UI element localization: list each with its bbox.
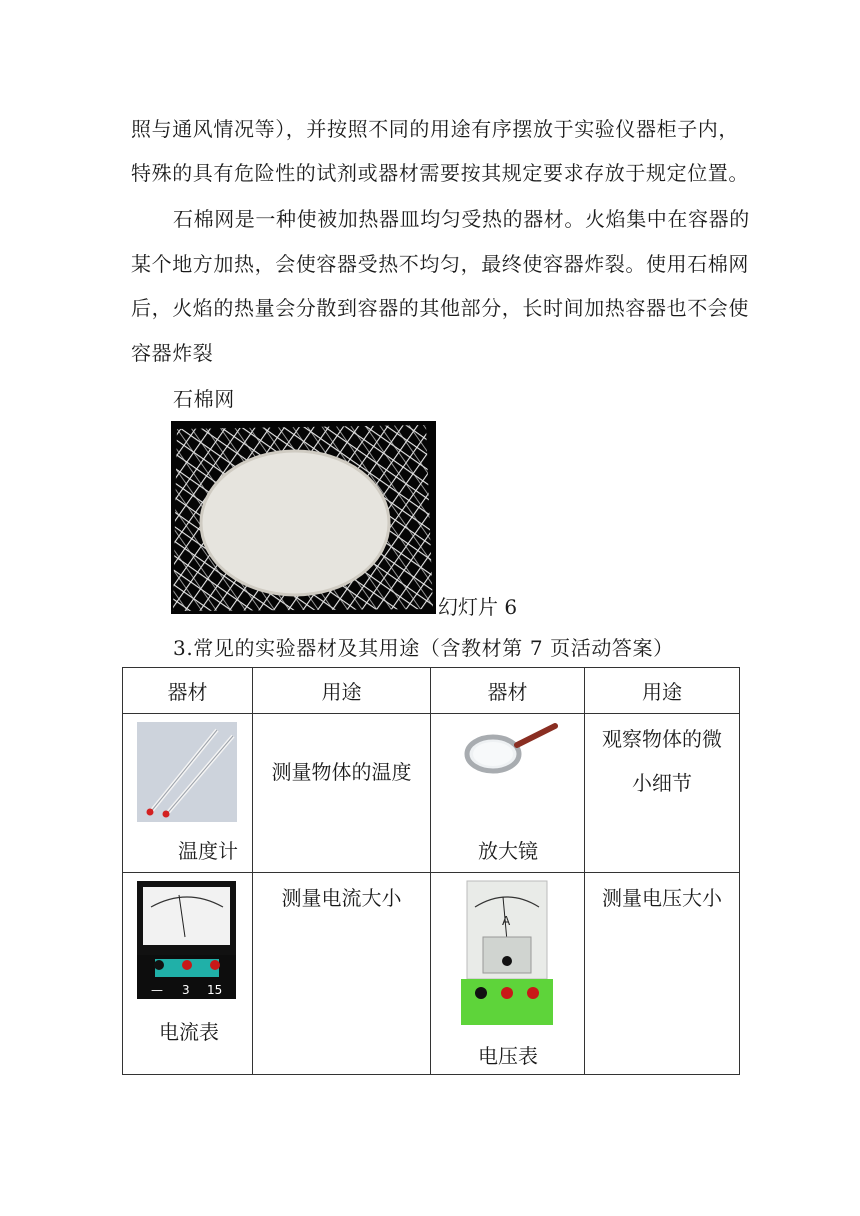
- cell-magnifier: [431, 714, 585, 873]
- magnifier-use-line1: 观察物体的微: [602, 727, 722, 751]
- paragraph1-line2: 特殊的具有危险性的试剂或器材需要按其规定要求存放于规定位置。: [131, 161, 749, 185]
- magnifier-label: 放大镜: [478, 839, 538, 863]
- header-use-2: 用途: [585, 668, 740, 714]
- cell-ammeter: [123, 873, 253, 1075]
- magnifier-photo: [463, 720, 559, 778]
- header-equipment-2: 器材: [431, 668, 585, 714]
- cell-thermometer: [123, 714, 253, 873]
- ammeter-terminal-minus: —: [151, 983, 163, 997]
- ammeter-label: 电流表: [159, 1020, 219, 1044]
- voltmeter-use: 测量电压大小: [602, 886, 722, 910]
- paragraph1-line1: 照与通风情况等），并按照不同的用途有序摆放于实验仪器柜子内，: [131, 117, 739, 141]
- header-equipment-1: 器材: [123, 668, 253, 714]
- slide-caption: 幻灯片 6: [438, 595, 518, 619]
- header-use-1: 用途: [253, 668, 431, 714]
- voltmeter-label: 电压表: [478, 1044, 538, 1068]
- table-row: [123, 873, 740, 1075]
- asbestos-gauze-photo: [171, 421, 436, 614]
- figure-label: 石棉网: [173, 387, 235, 411]
- table-row: [123, 714, 740, 873]
- paragraph2-line4: 容器炸裂: [131, 341, 214, 365]
- section-heading: 3.常见的实验器材及其用途（含教材第 7 页活动答案）: [173, 636, 674, 660]
- cell-thermometer-use: [253, 714, 431, 873]
- ammeter-terminal-15: 15: [207, 983, 223, 997]
- thermometer-label: 温度计: [178, 839, 238, 863]
- magnifier-use-line2: 小细节: [632, 771, 692, 795]
- ammeter-photo: [135, 879, 238, 1003]
- equipment-table: [122, 667, 740, 1075]
- cell-voltmeter-use: [585, 873, 740, 1075]
- cell-ammeter-use: [253, 873, 431, 1075]
- thermometer-photo: [137, 722, 237, 822]
- ammeter-terminal-3: 3: [182, 983, 190, 997]
- voltmeter-unit: A: [502, 914, 511, 928]
- thermometer-use: 测量物体的温度: [271, 760, 412, 784]
- cell-voltmeter: [431, 873, 585, 1075]
- paragraph2-line1: 石棉网是一种使被加热器皿均匀受热的器材。火焰集中在容器的: [173, 207, 750, 231]
- voltmeter-photo: [461, 879, 553, 1029]
- ammeter-use: 测量电流大小: [281, 886, 402, 910]
- paragraph2-line3: 后，火焰的热量会分散到容器的其他部分，长时间加热容器也不会使: [131, 296, 749, 320]
- paragraph2-line2: 某个地方加热，会使容器受热不均匀，最终使容器炸裂。使用石棉网: [131, 252, 749, 276]
- table-header-row: [123, 668, 740, 714]
- cell-magnifier-use: [585, 714, 740, 873]
